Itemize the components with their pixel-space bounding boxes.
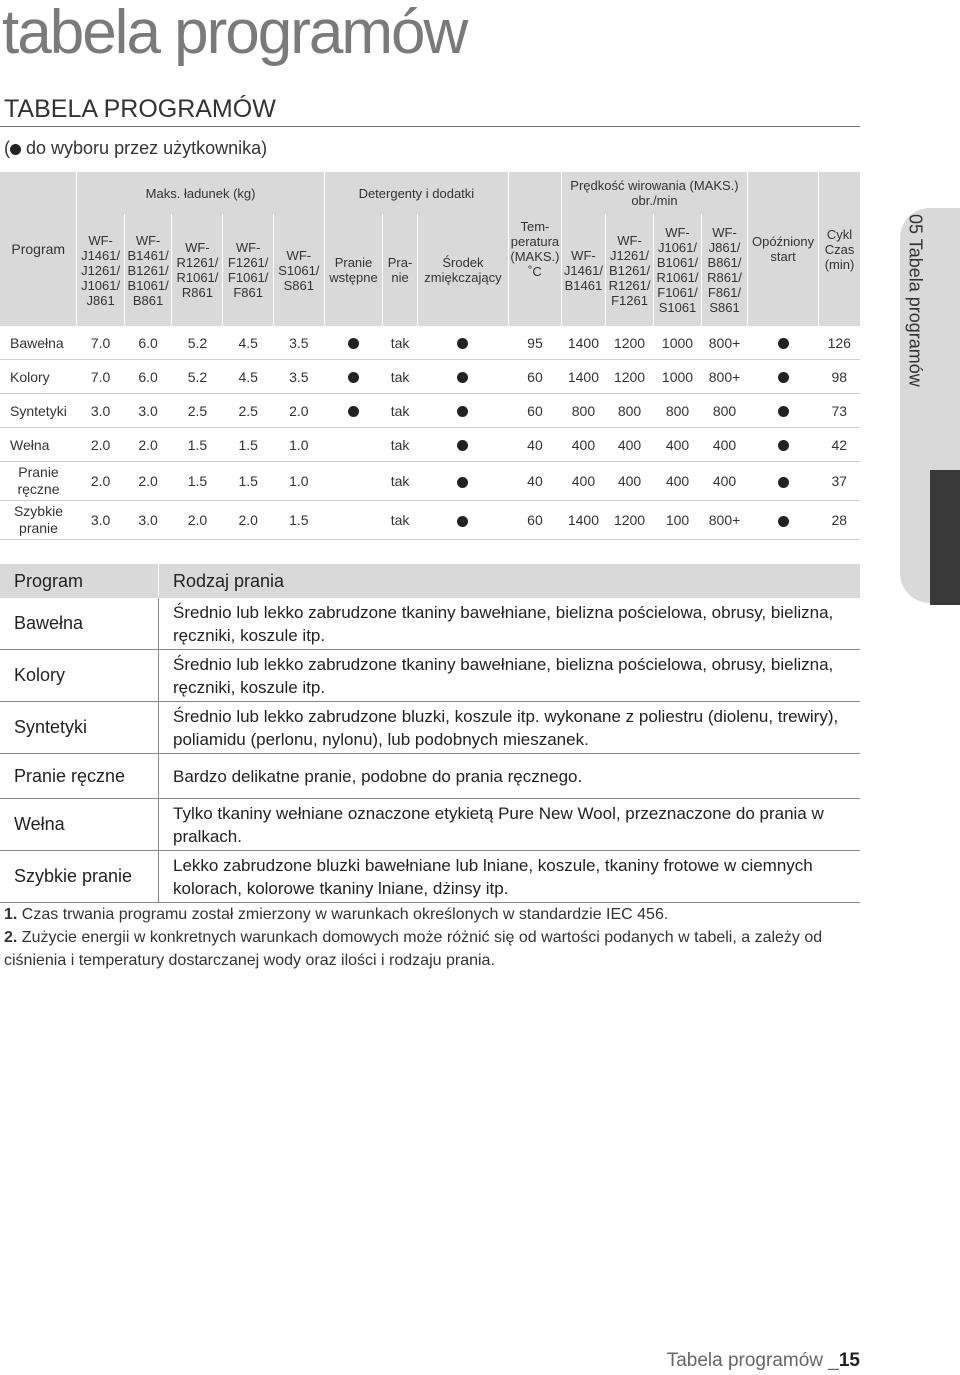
delay-start-cell [748, 394, 819, 428]
bullet-dot-icon [778, 372, 789, 383]
header-line: wstępne [329, 270, 378, 285]
load-value: 5.2 [172, 326, 223, 360]
load-value: 1.5 [223, 428, 274, 462]
table-row [0, 650, 860, 702]
header-line: WF- [617, 232, 642, 248]
table-row [0, 326, 860, 360]
header-line: WF- [712, 225, 737, 240]
row-program-name [0, 501, 77, 540]
load-value: 1.0 [273, 428, 324, 462]
header-line: nie [391, 270, 409, 285]
header-line: J1461/ [81, 247, 121, 263]
row-description: Bardzo delikatne pranie, podobne do prania ręcznego. [159, 754, 861, 799]
softener-cell [417, 462, 508, 501]
header-line: S1061 [658, 300, 697, 315]
row-program-name: Pranie ręczne [0, 754, 159, 799]
header-line: B1261/ [608, 262, 651, 278]
header-line: (min) [824, 256, 855, 272]
wash-cell: tak [383, 428, 418, 462]
spin-value: 1400 [561, 360, 605, 394]
row-program-name: Wełna [0, 799, 159, 851]
header-line: J1461/ [563, 262, 603, 278]
load-value: 1.5 [223, 462, 274, 501]
spin-value: 400 [654, 462, 702, 501]
bullet-dot-icon [10, 144, 21, 155]
load-value: 2.0 [124, 428, 172, 462]
col-wash-type: Rodzaj prania [159, 564, 861, 598]
header-line: WF- [286, 247, 312, 263]
legend-text: do wyboru przez użytkownika) [26, 138, 268, 158]
bullet-dot-icon [457, 372, 468, 383]
col-cycle-time [819, 172, 860, 326]
load-value: 2.5 [172, 394, 223, 428]
spin-value: 800 [654, 394, 702, 428]
header-line: R1261/ [176, 255, 219, 270]
spin-value: 800+ [701, 326, 747, 360]
footer-label: Tabela programów _ [666, 1350, 839, 1371]
table-row [0, 598, 860, 650]
delay-start-cell [748, 501, 819, 540]
load-value: 2.0 [172, 501, 223, 540]
cycle-time-cell: 98 [819, 360, 860, 394]
load-value: 2.0 [223, 501, 274, 540]
program-table [0, 172, 860, 540]
header-line: Opóźniony [751, 234, 815, 249]
spin-value: 400 [701, 428, 747, 462]
spin-value: 800+ [701, 360, 747, 394]
col-wash [383, 214, 418, 326]
col-temperature [509, 172, 562, 326]
header-line: F1261/ [227, 255, 269, 270]
spin-value: 400 [701, 462, 747, 501]
header-line: Szybkie [13, 503, 63, 519]
header-line: R1061/ [176, 270, 219, 285]
table-row [0, 360, 860, 394]
header-line: S861 [709, 300, 740, 315]
header-line: R1061/ [656, 270, 699, 285]
load-value: 2.0 [124, 462, 172, 501]
header-line: B1061/ [127, 277, 169, 293]
page-number: 15 [838, 1350, 860, 1371]
row-description: Średnio lub lekko zabrudzone bluzki, koszule itp. wykonane z poliestru (diolenu, trewiry), poliamidu (perlonu, nylonu), lub podobnych mieszanek. [159, 702, 861, 754]
row-program-name: Kolory [0, 360, 77, 394]
load-value: 4.5 [223, 326, 274, 360]
wash-type-table-body [0, 598, 860, 903]
header-line: S1061/ [278, 262, 320, 278]
cycle-time-cell: 126 [819, 326, 860, 360]
spin-value: 1200 [606, 326, 654, 360]
col-program: Program [0, 172, 77, 326]
table-row [0, 851, 860, 903]
softener-cell [417, 501, 508, 540]
header-line: obr./min [631, 193, 678, 208]
table-row [0, 754, 860, 799]
row-program-name: Bawełna [0, 598, 159, 650]
header-line: B861 [132, 292, 164, 308]
temperature-cell: 40 [509, 462, 562, 501]
load-value: 2.0 [273, 394, 324, 428]
delay-start-cell [748, 428, 819, 462]
load-value: 6.0 [124, 326, 172, 360]
header-line: J1061/ [657, 240, 698, 255]
load-value: 1.5 [172, 428, 223, 462]
load-value: 2.5 [223, 394, 274, 428]
spin-model-4 [701, 214, 747, 326]
load-value: 2.0 [77, 462, 124, 501]
row-description: Średnio lub lekko zabrudzone tkaniny bawełniane, bielizna pościelowa, obrusy, bielizna, ręczniki, koszule itp. [159, 650, 861, 702]
prewash-cell [324, 462, 383, 501]
footnotes [4, 903, 860, 972]
header-line: J1261/ [610, 247, 650, 263]
spin-value: 800 [701, 394, 747, 428]
prewash-cell [324, 394, 383, 428]
header-line: F1061/ [657, 285, 698, 300]
spin-value: 400 [654, 428, 702, 462]
load-value: 7.0 [77, 360, 124, 394]
temperature-cell: 95 [509, 326, 562, 360]
col-prewash [324, 214, 383, 326]
spin-value: 400 [606, 462, 654, 501]
header-line: Środek [442, 255, 484, 270]
spin-value: 800 [561, 394, 605, 428]
bullet-dot-icon [778, 516, 789, 527]
header-line: F861 [233, 285, 263, 300]
header-line: R861/ [707, 270, 742, 285]
header-line: R1261/ [608, 277, 651, 293]
row-program-name [0, 462, 77, 501]
table-row [0, 462, 860, 501]
spin-value: 800 [606, 394, 654, 428]
softener-cell [417, 394, 508, 428]
header-line: F861/ [707, 285, 742, 300]
load-value: 3.0 [77, 501, 124, 540]
header-line: peratura [510, 234, 560, 249]
spin-value: 1400 [561, 501, 605, 540]
header-line: F1261 [611, 292, 648, 308]
table-row [0, 501, 860, 540]
header-line: Pra- [387, 255, 413, 270]
bullet-dot-icon [457, 477, 468, 488]
row-program-name: Kolory [0, 650, 159, 702]
load-value: 3.0 [124, 501, 172, 540]
header-line: B1461 [564, 277, 603, 293]
row-program-name: Syntetyki [0, 702, 159, 754]
spin-value: 100 [654, 501, 702, 540]
delay-start-cell [748, 326, 819, 360]
header-line: zmiękczający [424, 270, 502, 285]
program-table-body [0, 326, 860, 540]
prewash-cell [324, 428, 383, 462]
header-line: R861 [181, 285, 213, 300]
softener-cell [417, 428, 508, 462]
header-line: start [770, 249, 796, 264]
header-line: Prędkość wirowania (MAKS.) [570, 178, 739, 193]
header-line: B1061/ [656, 255, 699, 270]
temperature-cell: 60 [509, 360, 562, 394]
load-value: 3.0 [77, 394, 124, 428]
row-program-name: Szybkie pranie [0, 851, 159, 903]
col-spin [561, 172, 747, 214]
bullet-dot-icon [778, 477, 789, 488]
row-program-name: Syntetyki [0, 394, 77, 428]
prewash-cell [324, 360, 383, 394]
wash-cell: tak [383, 360, 418, 394]
spin-value: 400 [561, 462, 605, 501]
temperature-cell: 60 [509, 501, 562, 540]
section-divider [0, 126, 860, 127]
spin-model-1 [561, 214, 605, 326]
footnote-1: 1. Czas trwania programu został zmierzony w warunkach określonych w standardzie IEC 456. [4, 906, 669, 923]
load-value: 4.5 [223, 360, 274, 394]
header-line: WF- [88, 232, 113, 248]
row-description: Średnio lub lekko zabrudzone tkaniny bawełniane, bielizna pościelowa, obrusy, bielizna, ręczniki, koszule itp. [159, 598, 861, 650]
header-line: pranie [19, 520, 58, 536]
header-line: F1061/ [227, 270, 269, 285]
header-line: ręczne [17, 481, 60, 497]
load-model-4 [223, 214, 274, 326]
prewash-cell [324, 326, 383, 360]
delay-start-cell [748, 462, 819, 501]
bullet-dot-icon [457, 406, 468, 417]
chapter-side-label: 05 Tabela programów [905, 214, 926, 387]
header-line: WF- [235, 240, 261, 255]
row-description: Tylko tkaniny wełniane oznaczone etykietą Pure New Wool, przeznaczone do prania w pralkach. [159, 799, 861, 851]
col-max-load: Maks. ładunek (kg) [77, 172, 324, 214]
section-title: TABELA PROGRAMÓW [4, 95, 276, 123]
cycle-time-cell: 73 [819, 394, 860, 428]
header-line: J861 [86, 292, 115, 308]
header-line: WF- [665, 225, 690, 240]
spin-value: 800+ [701, 501, 747, 540]
bullet-dot-icon [348, 372, 359, 383]
table-row [0, 702, 860, 754]
load-model-1 [77, 214, 124, 326]
bullet-dot-icon [348, 338, 359, 349]
bullet-dot-icon [778, 406, 789, 417]
header-line: WF- [571, 247, 596, 263]
softener-cell [417, 360, 508, 394]
row-program-name: Wełna [0, 428, 77, 462]
table-row [0, 799, 860, 851]
legend-open: ( [4, 138, 10, 158]
wash-cell: tak [383, 462, 418, 501]
spin-value: 1200 [606, 360, 654, 394]
row-program-name: Bawełna [0, 326, 77, 360]
load-value: 2.0 [77, 428, 124, 462]
bullet-dot-icon [348, 406, 359, 417]
load-value: 3.0 [124, 394, 172, 428]
temperature-cell: 40 [509, 428, 562, 462]
table-row [0, 428, 860, 462]
header-line: J1061/ [81, 277, 121, 293]
header-line: J1261/ [81, 262, 121, 278]
header-line: Cykl [826, 226, 853, 242]
load-value: 1.0 [273, 462, 324, 501]
spin-value: 1400 [561, 326, 605, 360]
legend [4, 138, 267, 159]
header-line: B861/ [707, 255, 742, 270]
bullet-dot-icon [457, 440, 468, 451]
bullet-dot-icon [457, 516, 468, 527]
temperature-cell: 60 [509, 394, 562, 428]
bullet-dot-icon [778, 338, 789, 349]
bullet-dot-icon [778, 440, 789, 451]
page-title: tabela programów [2, 0, 467, 67]
header-line: WF- [185, 240, 210, 255]
spin-value: 1000 [654, 360, 702, 394]
load-value: 3.5 [273, 360, 324, 394]
header-line: WF- [135, 232, 161, 248]
spin-value: 1000 [654, 326, 702, 360]
wash-type-table [0, 564, 860, 903]
load-value: 6.0 [124, 360, 172, 394]
spin-value: 400 [561, 428, 605, 462]
load-value: 3.5 [273, 326, 324, 360]
bullet-dot-icon [457, 338, 468, 349]
header-line: B1461/ [127, 247, 169, 263]
spin-model-2 [606, 214, 654, 326]
delay-start-cell [748, 360, 819, 394]
cycle-time-cell: 28 [819, 501, 860, 540]
header-line: Pranie [334, 255, 373, 270]
wash-cell: tak [383, 326, 418, 360]
col-softener [417, 214, 508, 326]
load-value: 1.5 [273, 501, 324, 540]
table-row [0, 394, 860, 428]
load-model-3 [172, 214, 223, 326]
header-line: Tem- [520, 219, 550, 234]
footnote-2: 2. Zużycie energii w konkretnych warunkach domowych może różnić się od wartości podanych w tabeli, a zależy od ciśnienia i temperatury dostarczanej wody oraz ilości i rodzaju prania. [4, 929, 823, 969]
header-line: Pranie [18, 464, 59, 480]
col-delay-start [748, 172, 819, 326]
page-footer [667, 1350, 860, 1372]
spin-value: 400 [606, 428, 654, 462]
chapter-side-marker [930, 470, 960, 605]
prewash-cell [324, 501, 383, 540]
row-description: Lekko zabrudzone bluzki bawełniane lub lniane, koszule, tkaniny frotowe w ciemnych kolorach, kolorowe tkaniny lniane, dżinsy itp. [159, 851, 861, 903]
header-line: ˚C [528, 264, 542, 279]
col-program-name: Program [0, 564, 159, 598]
load-model-5 [273, 214, 324, 326]
header-line: J861/ [708, 240, 741, 255]
wash-cell: tak [383, 501, 418, 540]
header-line: (MAKS.) [510, 249, 560, 264]
cycle-time-cell: 37 [819, 462, 860, 501]
header-line: Czas [824, 241, 855, 257]
softener-cell [417, 326, 508, 360]
header-line: S861 [283, 277, 315, 293]
cycle-time-cell: 42 [819, 428, 860, 462]
wash-cell: tak [383, 394, 418, 428]
col-detergents: Detergenty i dodatki [324, 172, 508, 214]
load-model-2 [124, 214, 172, 326]
spin-model-3 [654, 214, 702, 326]
load-value: 7.0 [77, 326, 124, 360]
spin-value: 1200 [606, 501, 654, 540]
header-line: B1261/ [127, 262, 169, 278]
load-value: 1.5 [172, 462, 223, 501]
load-value: 5.2 [172, 360, 223, 394]
